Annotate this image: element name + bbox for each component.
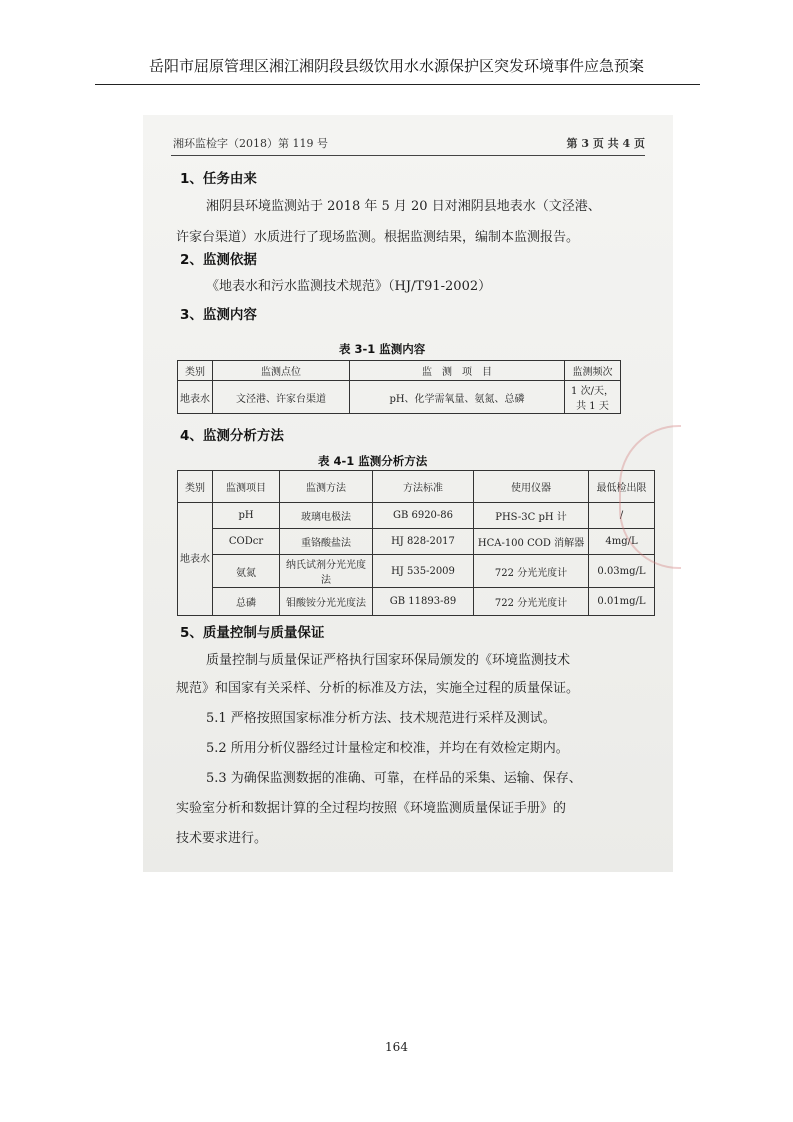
table2-header-category: 类别 <box>178 471 213 503</box>
table2-cell-method: 纳氏试剂分光光度法 <box>280 555 373 588</box>
table2-cell-standard: HJ 535-2009 <box>373 555 474 588</box>
section-5-3-text-line-1: 5.3 为确保监测数据的准确、可靠，在样品的采集、运输、保存、 <box>206 771 582 786</box>
table1-header-items: 监 测 项 目 <box>350 361 565 381</box>
table2-cell-item: CODcr <box>213 529 280 555</box>
table2-cell-instrument: 722 分光光度计 <box>474 588 589 616</box>
section-5-3-text-line-3: 技术要求进行。 <box>176 831 268 846</box>
table2-cell-limit: / <box>589 503 655 529</box>
table2-header-method: 监测方法 <box>280 471 373 503</box>
scanned-report-page <box>143 115 673 872</box>
table1-header-category: 类别 <box>178 361 213 381</box>
table2-cell-method: 钼酸铵分光光度法 <box>280 588 373 616</box>
table-row <box>178 588 655 616</box>
header-divider <box>95 84 700 85</box>
table2-cell-standard: HJ 828-2017 <box>373 529 474 555</box>
page-header-title: 岳阳市屈原管理区湘江湘阴段县级饮用水水源保护区突发环境事件应急预案 <box>148 57 644 75</box>
section-2-title: 2、监测依据 <box>180 252 257 268</box>
section-1-title: 1、任务由来 <box>180 171 257 187</box>
table2-cell-limit: 0.01mg/L <box>589 588 655 616</box>
section-5-3-text-line-2: 实验室分析和数据计算的全过程均按照《环境监测质量保证手册》的 <box>176 801 567 816</box>
table-3-1-caption: 表 3-1 监测内容 <box>339 342 426 356</box>
document-number: 湘环监检字（2018）第 119 号 <box>173 137 328 150</box>
table1-header-frequency: 监测频次 <box>565 361 621 381</box>
table2-header-detection-limit: 最低检出限 <box>589 471 655 503</box>
table2-cell-method: 重铬酸盐法 <box>280 529 373 555</box>
table2-cell-item: 氨氮 <box>213 555 280 588</box>
section-5-1-text: 5.1 严格按照国家标准分析方法、技术规范进行采样及测试。 <box>206 711 556 726</box>
monitoring-content-table <box>177 360 621 414</box>
table1-cell-items: pH、化学需氧量、氨氮、总磷 <box>350 381 565 414</box>
section-1-text-line-2: 许家台渠道）水质进行了现场监测。根据监测结果，编制本监测报告。 <box>176 230 580 245</box>
table2-cell-instrument: HCA-100 COD 消解器 <box>474 529 589 555</box>
page-info: 第 3 页 共 4 页 <box>566 137 645 150</box>
table-row <box>178 529 655 555</box>
table2-cell-instrument: PHS-3C pH 计 <box>474 503 589 529</box>
analysis-method-table <box>177 470 655 616</box>
table1-cell-category: 地表水 <box>178 381 213 414</box>
section-5-text-line-2: 规范》和国家有关采样、分析的标准及方法，实施全过程的质量保证。 <box>176 681 580 696</box>
table2-header-standard: 方法标准 <box>373 471 474 503</box>
table2-header-instrument: 使用仪器 <box>474 471 589 503</box>
table2-cell-standard: GB 6920-86 <box>373 503 474 529</box>
section-2-text: 《地表水和污水监测技术规范》（HJ/T91-2002） <box>206 279 492 294</box>
section-4-title: 4、监测分析方法 <box>180 428 284 444</box>
table1-header-point: 监测点位 <box>213 361 350 381</box>
table2-cell-limit: 0.03mg/L <box>589 555 655 588</box>
table-4-1-caption: 表 4-1 监测分析方法 <box>318 454 428 468</box>
table2-cell-item: 总磷 <box>213 588 280 616</box>
scan-header <box>173 135 645 151</box>
table2-cell-item: pH <box>213 503 280 529</box>
page-number: 164 <box>385 1040 408 1054</box>
table2-cell-method: 玻璃电极法 <box>280 503 373 529</box>
table1-cell-frequency: 1 次/天，共 1 天 <box>565 381 621 414</box>
table1-cell-point: 文泾港、许家台渠道 <box>213 381 350 414</box>
table-row <box>178 503 655 529</box>
section-3-title: 3、监测内容 <box>180 307 257 323</box>
table2-cell-category: 地表水 <box>178 503 213 616</box>
table-row <box>178 555 655 588</box>
scan-header-divider <box>171 155 645 156</box>
section-5-2-text: 5.2 所用分析仪器经过计量检定和校准，并均在有效检定期内。 <box>206 741 569 756</box>
table2-cell-limit: 4mg/L <box>589 529 655 555</box>
section-5-title: 5、质量控制与质量保证 <box>180 625 325 641</box>
section-1-text-line-1: 湘阴县环境监测站于 2018 年 5 月 20 日对湘阴县地表水（文泾港、 <box>206 199 601 214</box>
table2-header-item: 监测项目 <box>213 471 280 503</box>
table2-cell-instrument: 722 分光光度计 <box>474 555 589 588</box>
table2-cell-standard: GB 11893-89 <box>373 588 474 616</box>
section-5-text-line-1: 质量控制与质量保证严格执行国家环保局颁发的《环境监测技术 <box>206 653 571 668</box>
